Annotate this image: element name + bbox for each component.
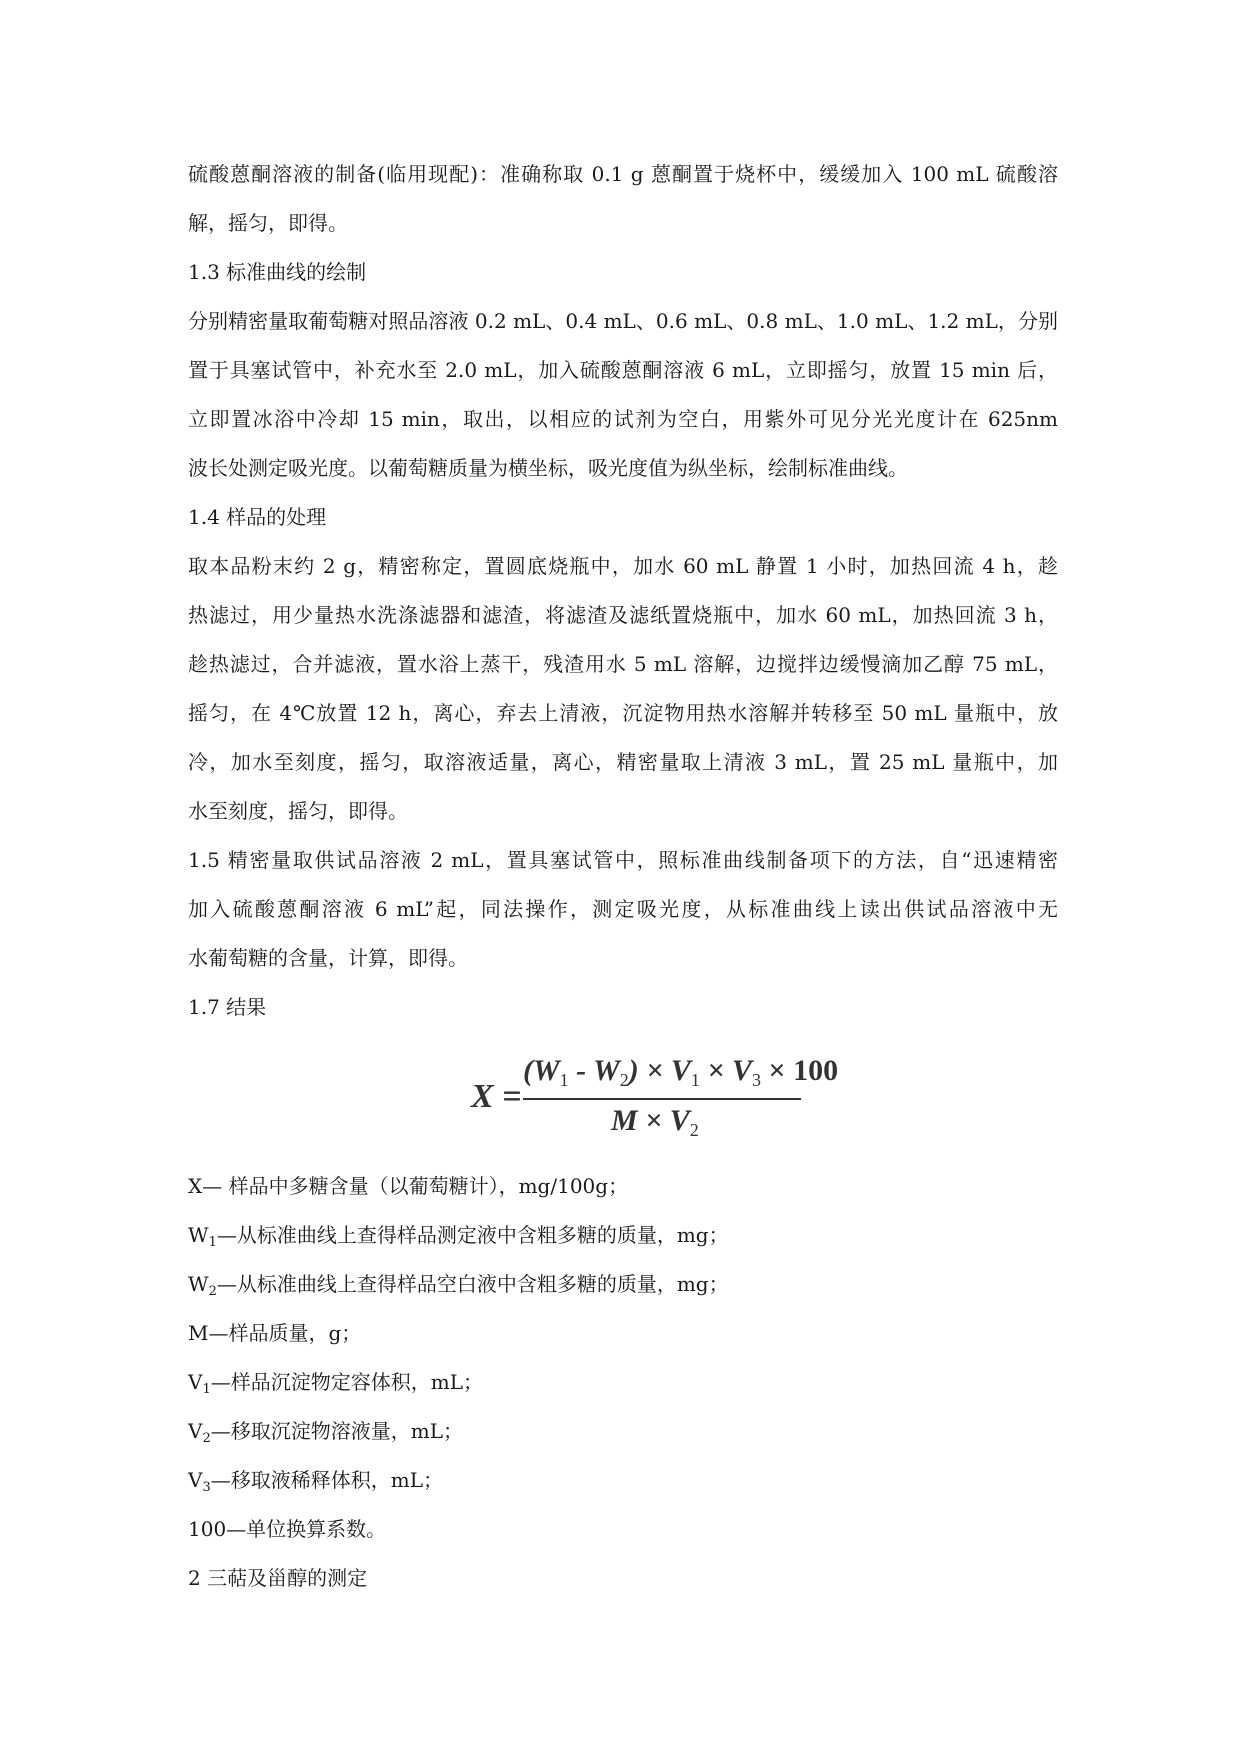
section-1-4-line-2: 热滤过，用少量热水洗涤滤器和滤渣，将滤渣及滤纸置烧瓶中，加水 60 mL，加热回流 3 h， (188, 603, 1058, 627)
definition-v1: $V_1—$样品沉淀物定容体积，mL； (188, 1370, 483, 1397)
formula-denominator: $M \times V_2$ (611, 1104, 699, 1140)
definition-m: M—样品质量，g； (188, 1321, 362, 1345)
definition-100: 100—单位换算系数。 (188, 1517, 387, 1541)
section-1-4-line-4: 摇匀，在 4℃放置 12 h，离心，弃去上清液，沉淀物用热水溶解并转移至 50 mL 量瓶中，放 (188, 701, 1058, 725)
result-formula (188, 1032, 1058, 1162)
section-1-4-line-3: 趁热滤过，合并滤液，置水浴上蒸干，残渣用水 5 mL 溶解，边搅拌边缓慢滴加乙醇 75 mL， (188, 652, 1058, 676)
section-1-3-line-3: 立即置冰浴中冷却 15 min，取出，以相应的试剂为空白，用紫外可见分光光度计在 625nm (188, 407, 1058, 431)
definition-v2: $V_2—$移取沉淀物溶液量，mL； (188, 1419, 463, 1446)
section-1-3-heading: 1.3 标准曲线的绘制 (188, 260, 367, 284)
variable-definitions (188, 1162, 1058, 1554)
section-1-3-line-4: 波长处测定吸光度。以葡萄糖质量为横坐标，吸光度值为纵坐标，绘制标准曲线。 (188, 456, 908, 480)
formula-lhs: X = (471, 1078, 522, 1115)
intro-line-2: 解，摇匀，即得。 (188, 211, 348, 235)
section-2-heading: 2 三萜及甾醇的测定 (188, 1566, 368, 1590)
formula-numerator: $(W_1 - W_2) \times V_1 \times V_3 \times 100$ (523, 1054, 839, 1090)
section-1-7-heading: 1.7 结果 (188, 995, 267, 1019)
section-1-4-line-5: 冷，加水至刻度，摇匀，取溶液适量，离心，精密量取上清液 3 mL，置 25 mL 量瓶中，加 (188, 750, 1058, 774)
section-1-4-line-6: 水至刻度，摇匀，即得。 (188, 799, 408, 823)
section-1-4-heading: 1.4 样品的处理 (188, 505, 327, 529)
section-1-3-line-1: 分别精密量取葡萄糖对照品溶液 0.2 mL、0.4 mL、0.6 mL、0.8 mL、1.0 mL、1.2 mL，分别 (188, 309, 1058, 333)
section-1-4-line-1: 取本品粉末约 2 g，精密称定，置圆底烧瓶中，加水 60 mL 静置 1 小时，加热回流 4 h，趁 (188, 554, 1058, 578)
formula-fraction-bar (523, 1098, 801, 1100)
section-1-5-line-3: 水葡萄糖的含量，计算，即得。 (188, 946, 468, 970)
definition-v3: $V_3—$移取液稀释体积，mL； (188, 1468, 443, 1495)
definition-w1: $W_1—$从标准曲线上查得样品测定液中含粗多糖的质量，mg； (188, 1223, 729, 1250)
definition-w2: $W_2—$从标准曲线上查得样品空白液中含粗多糖的质量，mg； (188, 1272, 729, 1299)
intro-line-1: 硫酸蒽酮溶液的制备(临用现配)：准确称取 0.1 g 蒽酮置于烧杯中，缓缓加入 100 mL 硫酸溶 (188, 162, 1058, 186)
document-page (188, 150, 1058, 1603)
section-1-3-line-2: 置于具塞试管中，补充水至 2.0 mL，加入硫酸蒽酮溶液 6 mL，立即摇匀，放置 15 min 后， (188, 358, 1058, 382)
section-1-5-line-1: 1.5 精密量取供试品溶液 2 mL，置具塞试管中，照标准曲线制备项下的方法，自“迅速精密 (188, 848, 1058, 872)
definition-x: X— 样品中多糖含量（以葡萄糖计），mg/100g； (188, 1174, 629, 1198)
section-1-5-line-2: 加入硫酸蒽酮溶液 6 mL”起，同法操作，测定吸光度，从标准曲线上读出供试品溶液中无 (188, 897, 1058, 921)
